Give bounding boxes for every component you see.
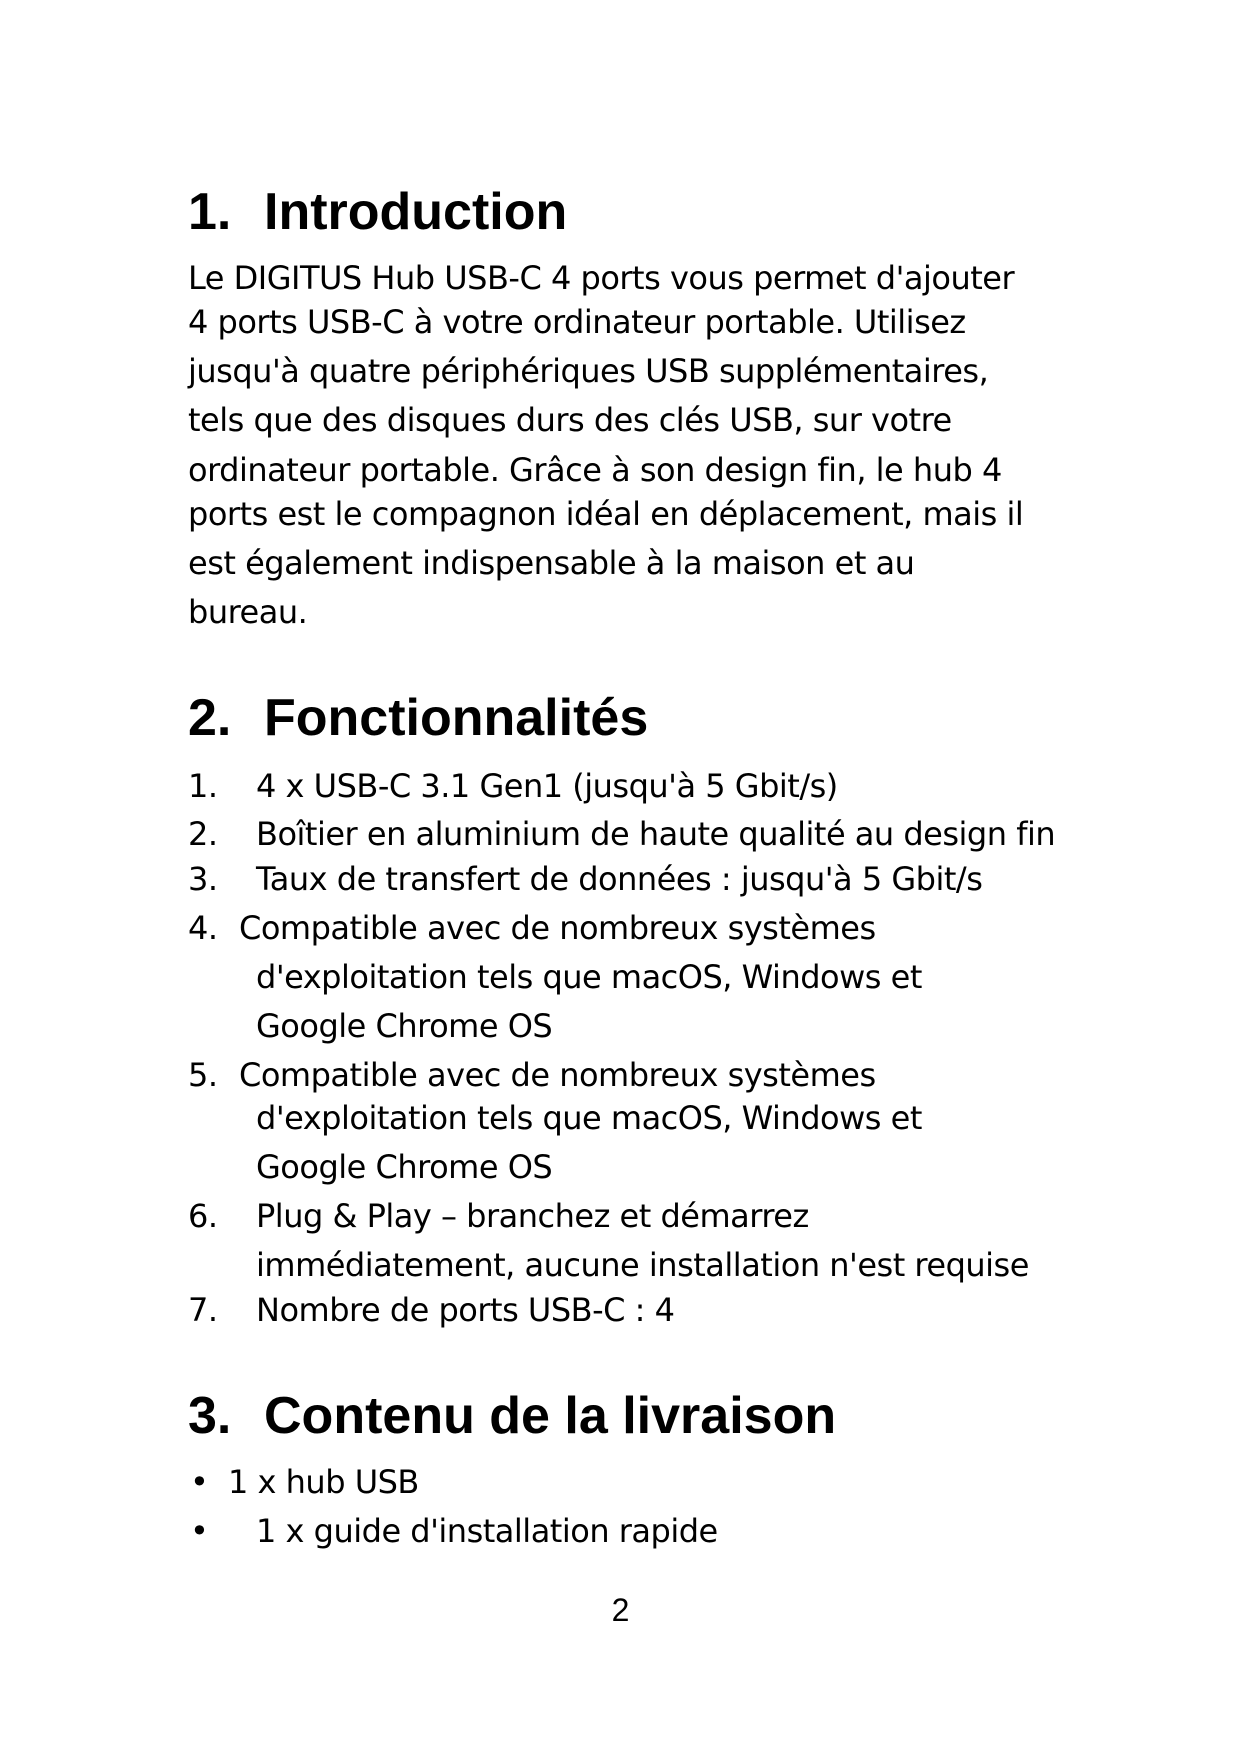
intro-paragraph-line: bureau.	[188, 593, 308, 631]
intro-paragraph-line: ordinateur portable. Grâce à son design fin, le hub 4	[188, 451, 1002, 489]
list-marker: 1.	[188, 767, 218, 805]
section-title: Contenu de la livraison	[264, 1387, 837, 1445]
list-item-continuation: Google Chrome OS	[256, 1007, 553, 1045]
list-item-text: 1 x guide d'installation rapide	[256, 1512, 718, 1550]
section-number: 2.	[188, 689, 232, 747]
list-item-continuation: d'exploitation tels que macOS, Windows et	[256, 1099, 922, 1137]
list-item-text: Boîtier en aluminium de haute qualité au design fin	[256, 815, 1056, 853]
list-item-text: 1 x hub USB	[228, 1463, 419, 1501]
section-number: 1.	[188, 183, 232, 241]
section-title: Introduction	[264, 183, 568, 241]
page-number: 2	[611, 1592, 630, 1628]
list-item-continuation: d'exploitation tels que macOS, Windows et	[256, 958, 922, 996]
list-marker: 2.	[188, 815, 218, 853]
list-item-continuation: Google Chrome OS	[256, 1148, 553, 1186]
section-number: 3.	[188, 1387, 232, 1445]
list-item-continuation: immédiatement, aucune installation n'est requise	[256, 1246, 1029, 1284]
intro-paragraph-line: Le DIGITUS Hub USB-C 4 ports vous permet d'ajouter	[188, 259, 1015, 297]
intro-paragraph-line: ports est le compagnon idéal en déplacement, mais il	[188, 495, 1024, 533]
intro-paragraph-line: 4 ports USB-C à votre ordinateur portable. Utilisez	[188, 303, 966, 341]
list-item-text: Taux de transfert de données : jusqu'à 5 Gbit/s	[256, 860, 983, 898]
intro-paragraph-line: jusqu'à quatre périphériques USB supplémentaires,	[188, 352, 989, 390]
section-title: Fonctionnalités	[264, 689, 649, 747]
section-heading-introduction	[188, 182, 567, 242]
list-marker: 3.	[188, 860, 218, 898]
list-item-text: Compatible avec de nombreux systèmes	[239, 1056, 876, 1094]
list-item-text: Nombre de ports USB-C : 4	[256, 1291, 675, 1329]
bullet-marker: •	[190, 1512, 209, 1550]
list-item-text: Plug & Play – branchez et démarrez	[256, 1197, 809, 1235]
list-marker: 7.	[188, 1291, 218, 1329]
list-item-text: Compatible avec de nombreux systèmes	[239, 909, 876, 947]
section-heading-fonctionnalites	[188, 688, 648, 748]
bullet-marker: •	[190, 1463, 209, 1501]
list-marker: 6.	[188, 1197, 218, 1235]
intro-paragraph-line: est également indispensable à la maison et au	[188, 544, 915, 582]
intro-paragraph-line: tels que des disques durs des clés USB, sur votre	[188, 401, 952, 439]
section-heading-contenu-livraison	[188, 1386, 836, 1446]
list-marker: 4.	[188, 909, 218, 947]
list-marker: 5.	[188, 1056, 218, 1094]
list-item-text: 4 x USB-C 3.1 Gen1 (jusqu'à 5 Gbit/s)	[256, 767, 838, 805]
